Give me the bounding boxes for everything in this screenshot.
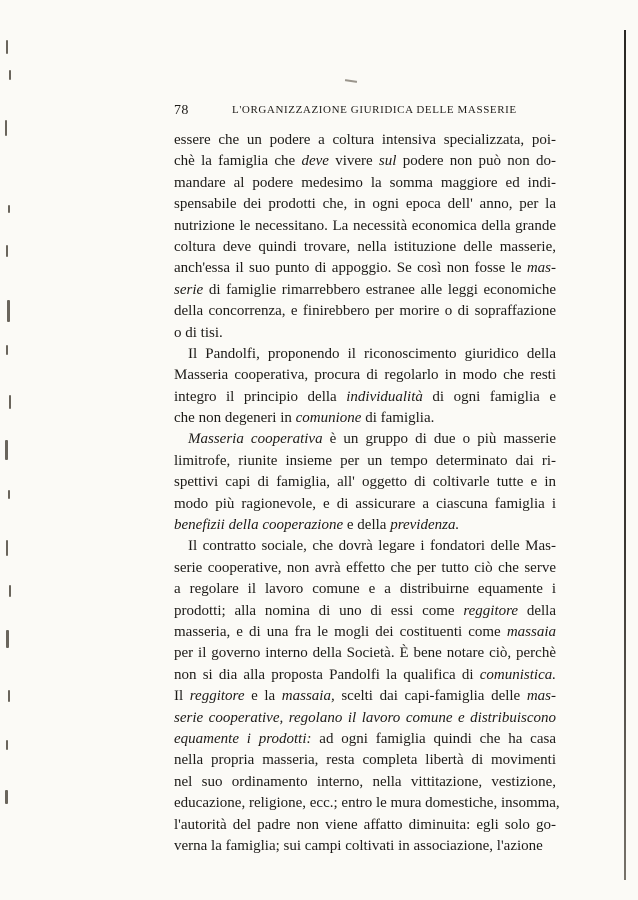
text-line: [174, 258, 556, 279]
text-run: limitrofe, riunite insieme per un tempo determinato dai ri-: [174, 452, 556, 469]
text-run: e la: [244, 688, 282, 705]
text-line: [174, 365, 556, 386]
text-line: [174, 836, 556, 857]
italic-text: comunistica.: [479, 666, 556, 683]
text-run: della: [518, 602, 556, 619]
text-line: [174, 815, 556, 836]
text-line: [174, 750, 556, 771]
text-line: [174, 130, 556, 151]
text-line: [174, 429, 556, 450]
text-line: [174, 408, 556, 429]
page-header: [174, 103, 554, 123]
text-run: e della: [343, 517, 391, 534]
italic-text: deve: [301, 153, 329, 170]
text-line: [174, 451, 556, 472]
text-run: integro il principio della: [174, 388, 347, 405]
text-run: Il Pandolfi, proponendo il riconoscimento giuridico della: [188, 345, 556, 362]
text-line: [174, 686, 556, 707]
text-line: [174, 280, 556, 301]
text-line: [174, 151, 556, 172]
text-line: [174, 344, 556, 365]
text-run: l'autorità del padre non viene affatto diminuita: egli solo go-: [174, 816, 556, 833]
text-line: [174, 216, 556, 237]
text-run: educazione, religione, ecc.; entro le mura domestiche, insomma,: [174, 795, 560, 812]
text-run: anch'essa il suo punto di appoggio. Se così non fosse le: [174, 260, 527, 277]
text-line: [174, 387, 556, 408]
italic-text: comunione: [295, 410, 362, 427]
text-run: di ogni famiglia e: [422, 388, 556, 405]
text-run: della concorrenza, e finirebbero per morire o di sopraffazione: [174, 303, 556, 320]
italic-text: serie: [174, 281, 204, 298]
page-number: 78: [174, 103, 189, 118]
scan-right-edge-line: [624, 30, 626, 880]
text-run: Masseria cooperativa, procura di regolarlo in modo che resti: [174, 367, 556, 384]
text-line: [174, 793, 560, 814]
text-line: [174, 579, 556, 600]
body-text: [174, 130, 560, 857]
italic-text: reggitore: [463, 602, 519, 619]
text-run: modo più ragionevole, e di assicurare a ciascuna famiglia i: [174, 495, 556, 512]
italic-text: individualità: [346, 388, 423, 405]
text-line: [174, 643, 556, 664]
text-line: [174, 194, 556, 215]
text-run: per il governo interno della Società. È bene notare ciò, perchè: [174, 645, 556, 662]
italic-text: sul: [378, 153, 397, 170]
text-line: [174, 558, 556, 579]
text-run: verna la famiglia; sui campi coltivati in associazione, l'azione: [174, 837, 543, 854]
text-run: nutrizione le necessitano. La necessità economica della grande: [174, 217, 556, 234]
italic-text: Masseria cooperativa: [188, 431, 323, 448]
text-run: serie cooperative, non avrà effetto che per tutto ciò che serve: [174, 559, 556, 576]
running-title: L'ORGANIZZAZIONE GIURIDICA DELLE MASSERIE: [232, 104, 517, 116]
text-line: [174, 622, 556, 643]
text-run: prodotti; alla nomina di uno di essi come: [174, 602, 464, 619]
text-run: nella propria masseria, resta completa libertà di movimenti: [174, 752, 556, 769]
text-run: non si dia alla proposta Pandolfi la qualifica di: [174, 666, 480, 683]
text-run: vivere: [328, 153, 379, 170]
text-run: Il contratto sociale, che dovrà legare i fondatori delle Mas-: [188, 538, 556, 555]
text-run: coltura deve quindi trovare, nella istituzione delle masserie,: [174, 238, 556, 255]
text-line: [174, 323, 556, 344]
text-line: [174, 301, 556, 322]
text-run: o di tisi.: [174, 324, 223, 341]
italic-text: massaia: [506, 623, 556, 640]
text-line: [174, 472, 556, 493]
italic-text: previdenza.: [390, 517, 460, 534]
text-line: [174, 173, 556, 194]
text-run: di famiglia.: [361, 410, 435, 427]
text-run: scelti dai capi-famiglia delle: [334, 688, 527, 705]
text-run: nel suo ordinamento interno, nella vittitazione, vestizione,: [174, 773, 556, 790]
text-line: [174, 494, 556, 515]
text-run: Il: [174, 688, 190, 705]
italic-text: mas-: [526, 260, 556, 277]
text-line: [174, 665, 556, 686]
text-line: [174, 536, 556, 557]
text-run: mandare al podere medesimo la somma maggiore ed indi-: [174, 174, 556, 191]
scan-left-edge-marks: [0, 0, 22, 900]
italic-text: benefizii della cooperazione: [174, 517, 344, 534]
text-run: ad ogni famiglia quindi che ha casa: [311, 730, 556, 747]
text-line: [174, 772, 556, 793]
text-run: podere non può non do-: [396, 153, 557, 170]
text-line: [174, 708, 556, 729]
text-line: [174, 729, 556, 750]
text-run: masseria, e di una fra le mogli dei costituenti come: [174, 623, 507, 640]
text-run: di famiglie rimarrebbero estranee alle leggi economiche: [203, 281, 556, 298]
text-line: [174, 237, 556, 258]
text-run: che non degeneri in: [174, 410, 296, 427]
italic-text: reggitore: [189, 688, 245, 705]
text-run: a regolare il lavoro comune e a distribuirne equamente i: [174, 581, 556, 598]
italic-text: mas-: [526, 688, 556, 705]
text-line: [174, 601, 556, 622]
ink-smudge: [345, 79, 357, 83]
italic-text: massaia,: [281, 688, 335, 705]
text-run: essere che un podere a coltura intensiva specializzata, poi-: [174, 132, 556, 148]
text-run: spettivi capi di famiglia, all' oggetto di coltivarle tutte e in: [174, 474, 556, 491]
italic-text: serie cooperative, regolano il lavoro comune e distribuiscono: [174, 709, 556, 726]
text-run: è un gruppo di due o più masserie: [322, 431, 556, 448]
italic-text: equamente i prodotti:: [174, 730, 312, 747]
text-run: chè la famiglia che: [174, 153, 302, 170]
text-line: [174, 515, 556, 536]
text-run: spensabile dei prodotti che, in ogni epoca dell' anno, per la: [174, 196, 556, 213]
